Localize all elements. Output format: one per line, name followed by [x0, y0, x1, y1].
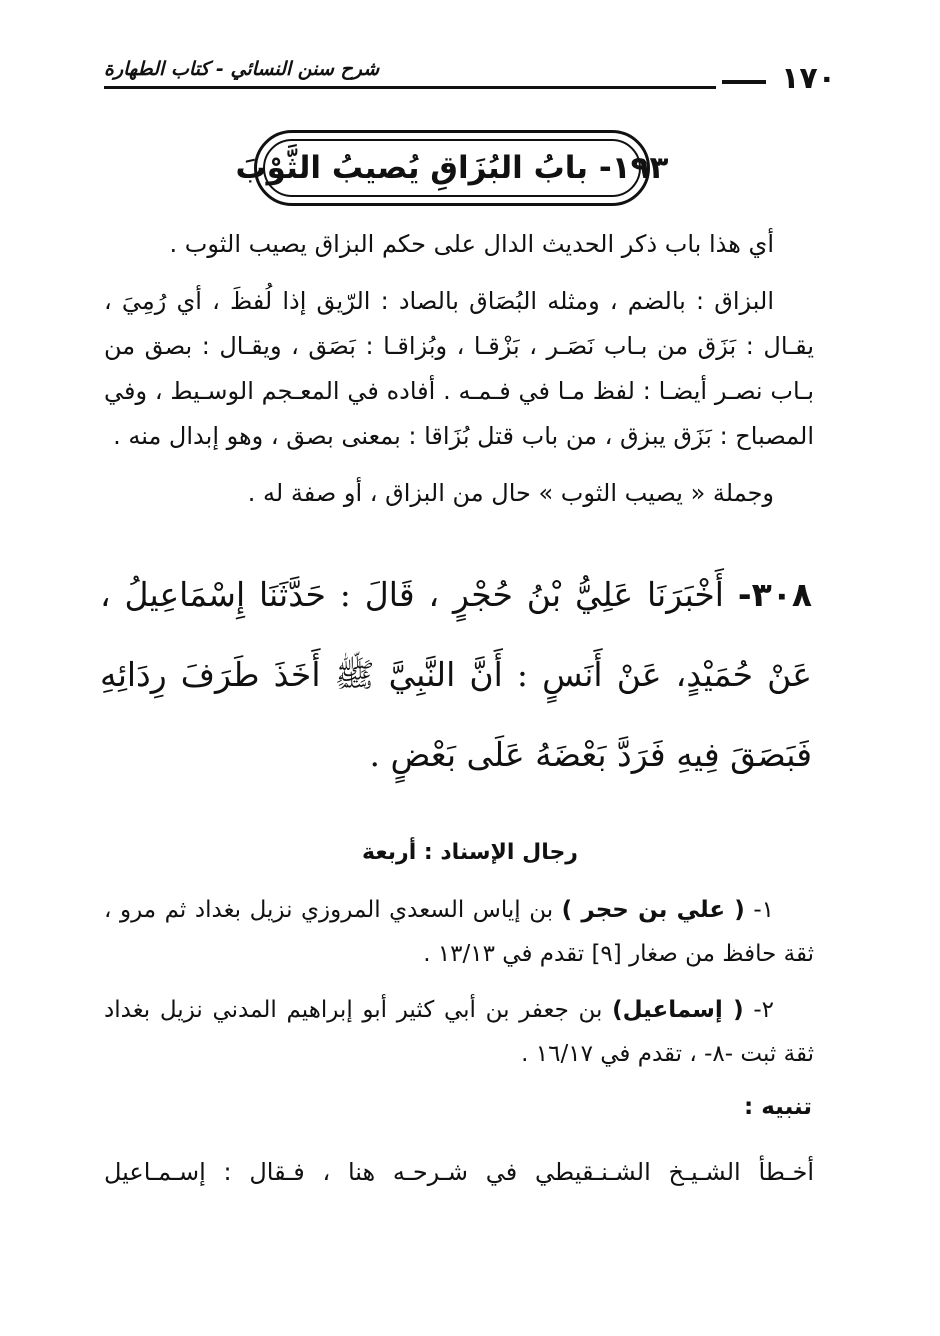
commentary-paragraph: وجملة « يصيب الثوب » حال من البزاق ، أو صفة له .	[247, 479, 774, 507]
note-heading: تنبيه :	[744, 1094, 812, 1120]
narrator-entry	[104, 888, 814, 976]
commentary-paragraph: أي هذا باب ذكر الحديث الدال على حكم البزاق يصيب الثوب .	[169, 230, 774, 258]
narrator-details: بن إياس السعدي المروزي نزيل بغداد ثم مرو ، ثقة حافظ من صغار [٩] تقدم في ١٣/١٣ .	[104, 897, 814, 967]
narrator-index: ٢-	[743, 997, 774, 1023]
chapter-title-box	[235, 130, 669, 206]
narrators-list	[104, 888, 814, 1088]
page-number-dash	[722, 80, 766, 84]
narrator-index: ١-	[744, 897, 774, 923]
hadith-body: أَخْبَرَنَا عَلِيُّ بْنُ حُجْرٍ ، قَالَ : حَدَّثَنَا إِسْمَاعِيلُ ، عَنْ حُمَيْدٍ، عَنْ أَنَسٍ : أَنَّ النَّبِيَّ ﷺ أَخَذَ طَرَفَ رِدَائِهِ فَبَصَقَ فِيهِ فَرَدَّ بَعْضَهُ عَلَى بَعْضٍ .	[100, 575, 812, 774]
book-title: شرح سنن النسائي - كتاب الطهارة	[104, 58, 380, 80]
narrators-heading: رجال الإسناد : أربعة	[362, 840, 578, 865]
header-rule	[104, 86, 716, 89]
narrator-name: ( علي بن حجر )	[561, 897, 745, 923]
narrator-entry	[104, 988, 814, 1076]
hadith-number: ٣٠٨-	[737, 575, 812, 614]
chapter-title: ١٩٣- بابُ البُزَاقِ يُصيبُ الثَّوْبَ	[235, 150, 669, 186]
running-header	[104, 58, 836, 98]
commentary	[104, 222, 814, 528]
hadith-text	[100, 555, 812, 795]
narrator-details: بن جعفر بن أبي كثير أبو إبراهيم المدني نزيل بغداد ثقة ثبت -٨- ، تقدم في ١٦/١٧ .	[104, 997, 814, 1067]
page-number: ١٧٠	[781, 61, 836, 96]
commentary-paragraph: البزاق : بالضم ، ومثله البُصَاق بالصاد : الرّيق إذا لُفظَ ، أي رُمِيَ ، يقـال : بَزَق من بـاب نَصَـر ، بَزْقـا ، وبُزاقـا : بَصَق ، ويقـال : بصق من بـاب نصـر أيضـا : لفظ مـا في فـمـه . أفاده في المعـجم الوسـيط ، وفي المصباح : بَزَق يبزق ، من باب قتل بُزَاقا : بمعنى بصق ، وهو إبدال منه .	[104, 287, 814, 450]
note-text: أخـطأ الشـيـخ الشـنـقيطي في شـرحـه هنا ، فـقال : إسـمـاعيل	[104, 1158, 814, 1186]
narrator-name: ( إسماعيل)	[612, 997, 744, 1023]
